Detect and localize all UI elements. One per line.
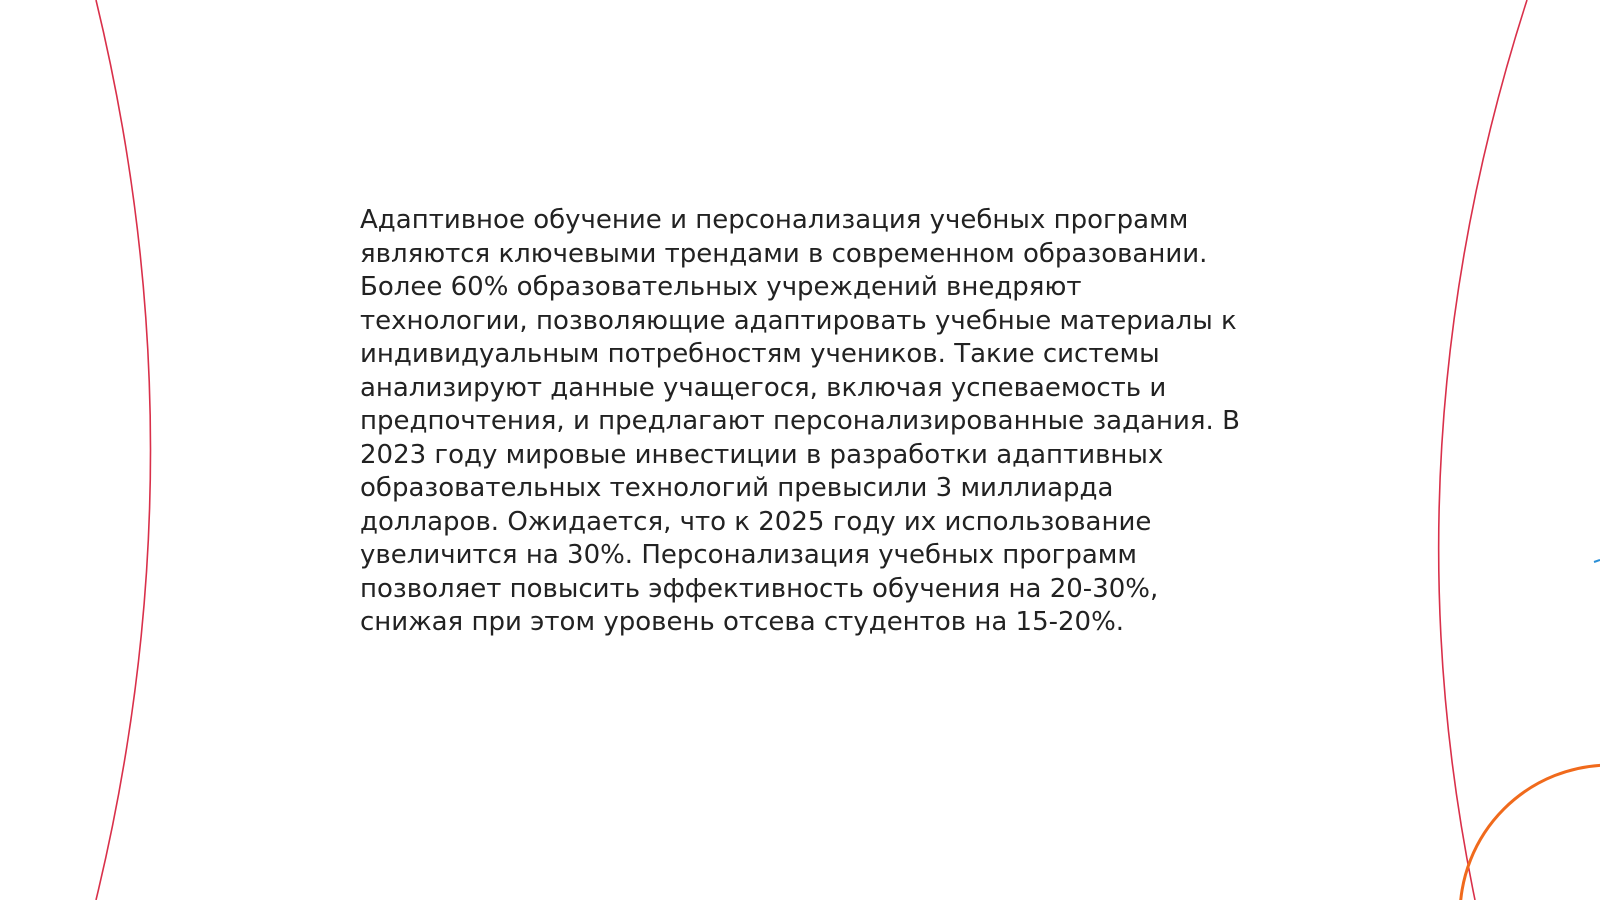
body-paragraph: Адаптивное обучение и персонализация учебных программ являются ключевыми трендами в современном образовании. Более 60% образовательных учреждений внедряют технологии, позволяющие адаптировать учебные материалы к индивидуальным потребностям учеников. Такие системы анализируют данные учащегося, включая успеваемость и предпочтения, и предлагают персонализированные задания. В 2023 году мировые инвестиции в разработки адаптивных образовательных технологий превысили 3 миллиарда долларов. Ожидается, что к 2025 году их использование увеличится на 30%. Персонализация учебных программ позволяет повысить эффективность обучения на 20-30%, снижая при этом уровень отсева студентов на 15-20%. <box>360 205 1240 637</box>
right-red-arc <box>1439 0 1527 900</box>
orange-circle-arc <box>1460 765 1600 900</box>
blue-edge-mark <box>1594 560 1600 562</box>
left-red-arc <box>96 0 151 900</box>
